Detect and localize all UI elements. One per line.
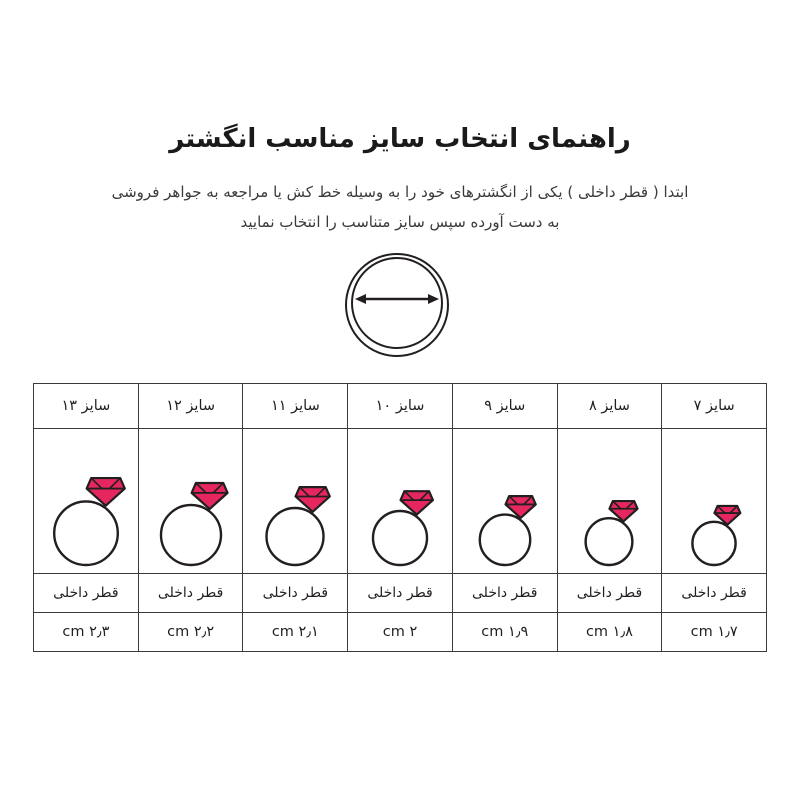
size-label: سایز ۷ [693,398,735,414]
table-row-ring-illustrations [34,429,767,574]
ring-illustration-svg [350,433,450,573]
table-cell-inner-label [348,574,453,613]
ring-illustration-svg [455,433,555,573]
table-cell-size [138,384,243,429]
diameter-value: ۲٫۱ cm [271,624,319,640]
table-cell-ring [138,429,243,574]
ring-illustration-svg [664,433,764,573]
size-table-container [33,383,767,652]
inner-diameter-label: قطر داخلی [262,585,329,601]
double-arrow-icon [353,291,441,307]
ring-band [480,515,530,565]
table-cell-size [452,384,557,429]
ring-illustration [243,429,347,573]
table-cell-ring [243,429,348,574]
diameter-value: ۱٫۹ cm [481,624,529,640]
subtitle-line-1: ابتدا ( قطر داخلی ) یکی از انگشترهای خود را به وسیله خط کش یا مراجعه به جواهر فروشی [111,183,689,201]
inner-diameter-label: قطر داخلی [53,585,119,601]
size-label: سایز ۱۱ [270,398,320,414]
ring-illustration [453,429,557,573]
diameter-diagram [0,253,800,363]
size-label: سایز ۸ [588,398,630,414]
inner-diameter-label: قطر داخلی [157,585,224,601]
inner-diameter-label: قطر داخلی [367,585,433,601]
table-cell-inner-label [243,574,348,613]
table-cell-size [557,384,662,429]
diameter-value: ۱٫۸ cm [585,624,633,640]
ring-band [586,518,633,565]
table-cell-value [662,613,767,652]
table-row-sizes [34,384,767,429]
diameter-value: ۱٫۷ cm [690,624,738,640]
table-cell-inner-label [34,574,139,613]
ring-inner-diameter-illustration [345,253,455,363]
table-cell-value [557,613,662,652]
ring-illustration-svg [141,433,241,573]
ring-band [693,522,736,565]
ring-illustration [348,429,452,573]
subtitle-line-2: به دست آورده سپس سایز متناسب را انتخاب نمایید [240,213,560,231]
diameter-value: ۲ cm [382,624,418,640]
table-cell-ring [557,429,662,574]
table-cell-inner-label [662,574,767,613]
size-label: سایز ۹ [484,398,526,414]
table-cell-size [348,384,453,429]
inner-diameter-label: قطر داخلی [576,585,643,601]
table-cell-ring [662,429,767,574]
ring-illustration [139,429,243,573]
ring-illustration [662,429,766,573]
table-cell-value [243,613,348,652]
table-cell-inner-label [138,574,243,613]
ring-band [373,511,427,565]
size-label: سایز ۱۳ [61,398,111,414]
ring-band [161,505,221,565]
page-subtitle [70,177,730,237]
inner-diameter-label: قطر داخلی [472,585,538,601]
ring-illustration [558,429,662,573]
diameter-value: ۲٫۲ cm [167,624,215,640]
size-label: سایز ۱۰ [375,398,425,414]
table-cell-size [34,384,139,429]
ring-band [54,501,118,565]
table-cell-ring [452,429,557,574]
table-cell-size [662,384,767,429]
table-cell-value [138,613,243,652]
table-row-inner-diameter-labels [34,574,767,613]
table-cell-ring [34,429,139,574]
ring-illustration-svg [36,433,136,573]
table-cell-value [348,613,453,652]
table-cell-inner-label [452,574,557,613]
table-cell-value [34,613,139,652]
table-row-values [34,613,767,652]
page-title: راهنمای انتخاب سایز مناسب انگشتر [169,124,631,154]
table-cell-value [452,613,557,652]
inner-diameter-label: قطر داخلی [681,585,747,601]
diameter-value: ۲٫۳ cm [62,624,110,640]
size-label: سایز ۱۲ [166,398,216,414]
ring-size-table [33,383,767,652]
ring-illustration-svg [559,433,659,573]
table-cell-size [243,384,348,429]
table-cell-inner-label [557,574,662,613]
ring-band [267,508,324,565]
ring-illustration-svg [245,433,345,573]
table-cell-ring [348,429,453,574]
ring-illustration [34,429,138,573]
